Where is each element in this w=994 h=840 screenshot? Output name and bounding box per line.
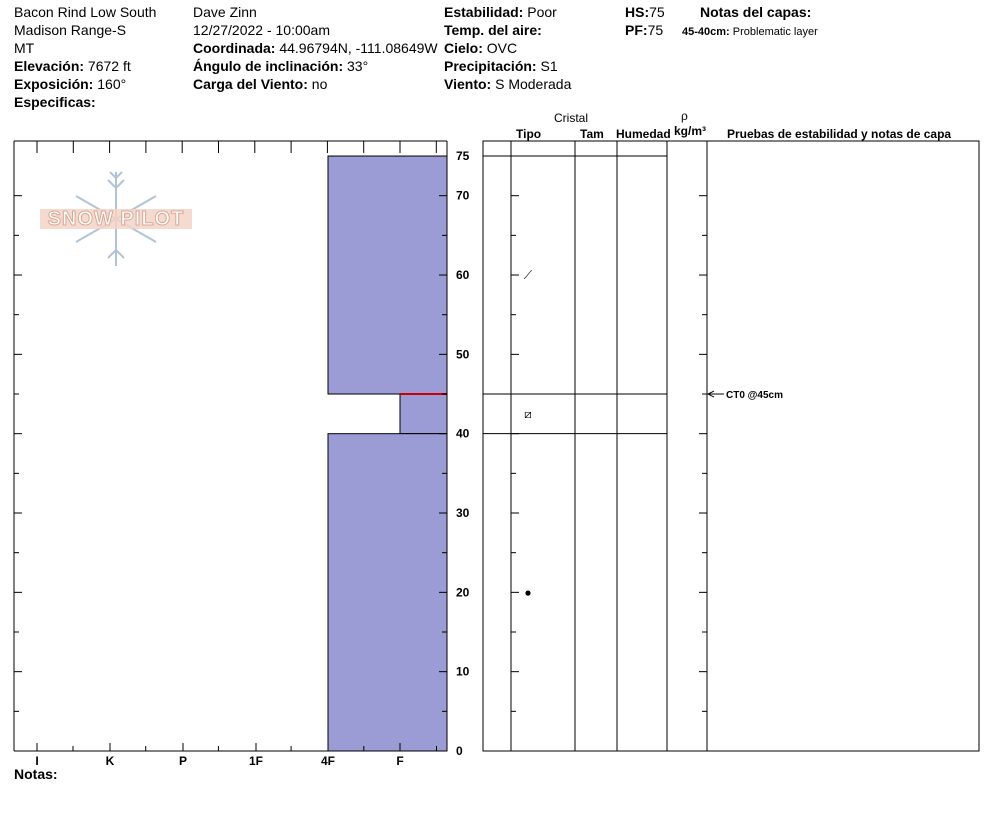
hardness-layer-bar — [328, 434, 447, 751]
stability-value: Poor — [527, 4, 557, 20]
layer-note-range: 45-40cm: — [682, 26, 730, 38]
layer-table-frame — [483, 141, 979, 751]
depth-tick-label: 50 — [456, 347, 470, 362]
depth-tick-label: 75 — [456, 149, 470, 164]
air-temp-label: Temp. del aire: — [444, 22, 542, 38]
wind-load-value: no — [311, 76, 328, 92]
type-header: Tipo — [516, 127, 542, 141]
hardness-layer-bar — [400, 394, 447, 434]
sky-label: Cielo: — [444, 40, 483, 56]
hardness-tick-label: K — [105, 754, 115, 768]
tests-header: Pruebas de estabilidad y notas de capa — [727, 127, 952, 141]
wind-label: Viento: — [444, 76, 492, 92]
precipitation-particles-icon: ⟋ — [523, 268, 533, 283]
location-name: Bacon Rind Low South — [14, 4, 157, 20]
rho-header: ρ — [681, 109, 688, 123]
depth-tick-label: 10 — [456, 664, 470, 679]
hardness-layer-bar — [328, 156, 447, 394]
hardness-tick-label: I — [35, 754, 39, 768]
density-unit-header: kg/m³ — [674, 124, 707, 138]
hs-value: 75 — [649, 4, 665, 20]
elevation-label: Elevación: — [14, 58, 85, 74]
stability-tests — [708, 390, 783, 401]
logo-text: SNOW PILOT — [47, 208, 185, 230]
aspect-label: Exposición: — [14, 76, 94, 92]
observer-name: Dave Zinn — [193, 4, 257, 20]
moisture-header: Humedad — [616, 127, 671, 141]
layer-notes-label: Notas del capas: — [700, 4, 812, 20]
size-header: Tam — [580, 127, 604, 141]
sky-value: OVC — [486, 40, 518, 56]
range-name: Madison Range-S — [14, 22, 127, 38]
observation-datetime: 12/27/2022 - 10:00am — [193, 22, 330, 38]
depth-tick-label: 70 — [456, 188, 470, 203]
hardness-layers — [328, 156, 447, 751]
hardness-tick-label: F — [396, 754, 404, 768]
layer-note-text: Problematic layer — [732, 26, 818, 38]
wind-load-label: Carga del Viento: — [193, 76, 308, 92]
depth-tick-label: 60 — [456, 268, 470, 283]
specifics-label: Especificas: — [14, 94, 96, 110]
rounded-grains-icon: ● — [524, 585, 532, 600]
wind-value: S Moderada — [495, 76, 572, 92]
depth-tick-label: 20 — [456, 585, 470, 600]
precip-value: S1 — [540, 58, 558, 74]
depth-tick-label: 40 — [456, 426, 470, 441]
slope-label: Ángulo de inclinación: — [193, 58, 344, 74]
state-name: MT — [14, 40, 35, 56]
elevation-value: 7672 ft — [87, 58, 131, 74]
pf-value: 75 — [647, 22, 664, 38]
hs-label: HS: — [625, 4, 650, 20]
coordinates-value: 44.96794N, -111.08649W — [279, 40, 438, 56]
depth-tick-label: 30 — [456, 506, 470, 521]
coordinates-label: Coordinada: — [193, 40, 276, 56]
crystal-header: Cristal — [554, 111, 589, 125]
notes-label: Notas: — [14, 766, 58, 782]
pf-label: PF: — [625, 22, 648, 38]
aspect-value: 160° — [97, 76, 127, 92]
depth-tick-label: 0 — [456, 744, 463, 758]
precip-label: Precipitación: — [444, 58, 537, 74]
hardness-tick-label: 4F — [320, 754, 336, 768]
stability-test-label: CT0 @45cm — [726, 390, 783, 402]
faceted-crystals-icon: ⧄ — [524, 406, 532, 421]
hardness-tick-label: 1F — [248, 754, 264, 768]
slope-value: 33° — [347, 58, 369, 74]
hardness-tick-label: P — [178, 754, 188, 768]
stability-label: Estabilidad: — [444, 4, 524, 20]
chart-frames — [14, 141, 979, 751]
